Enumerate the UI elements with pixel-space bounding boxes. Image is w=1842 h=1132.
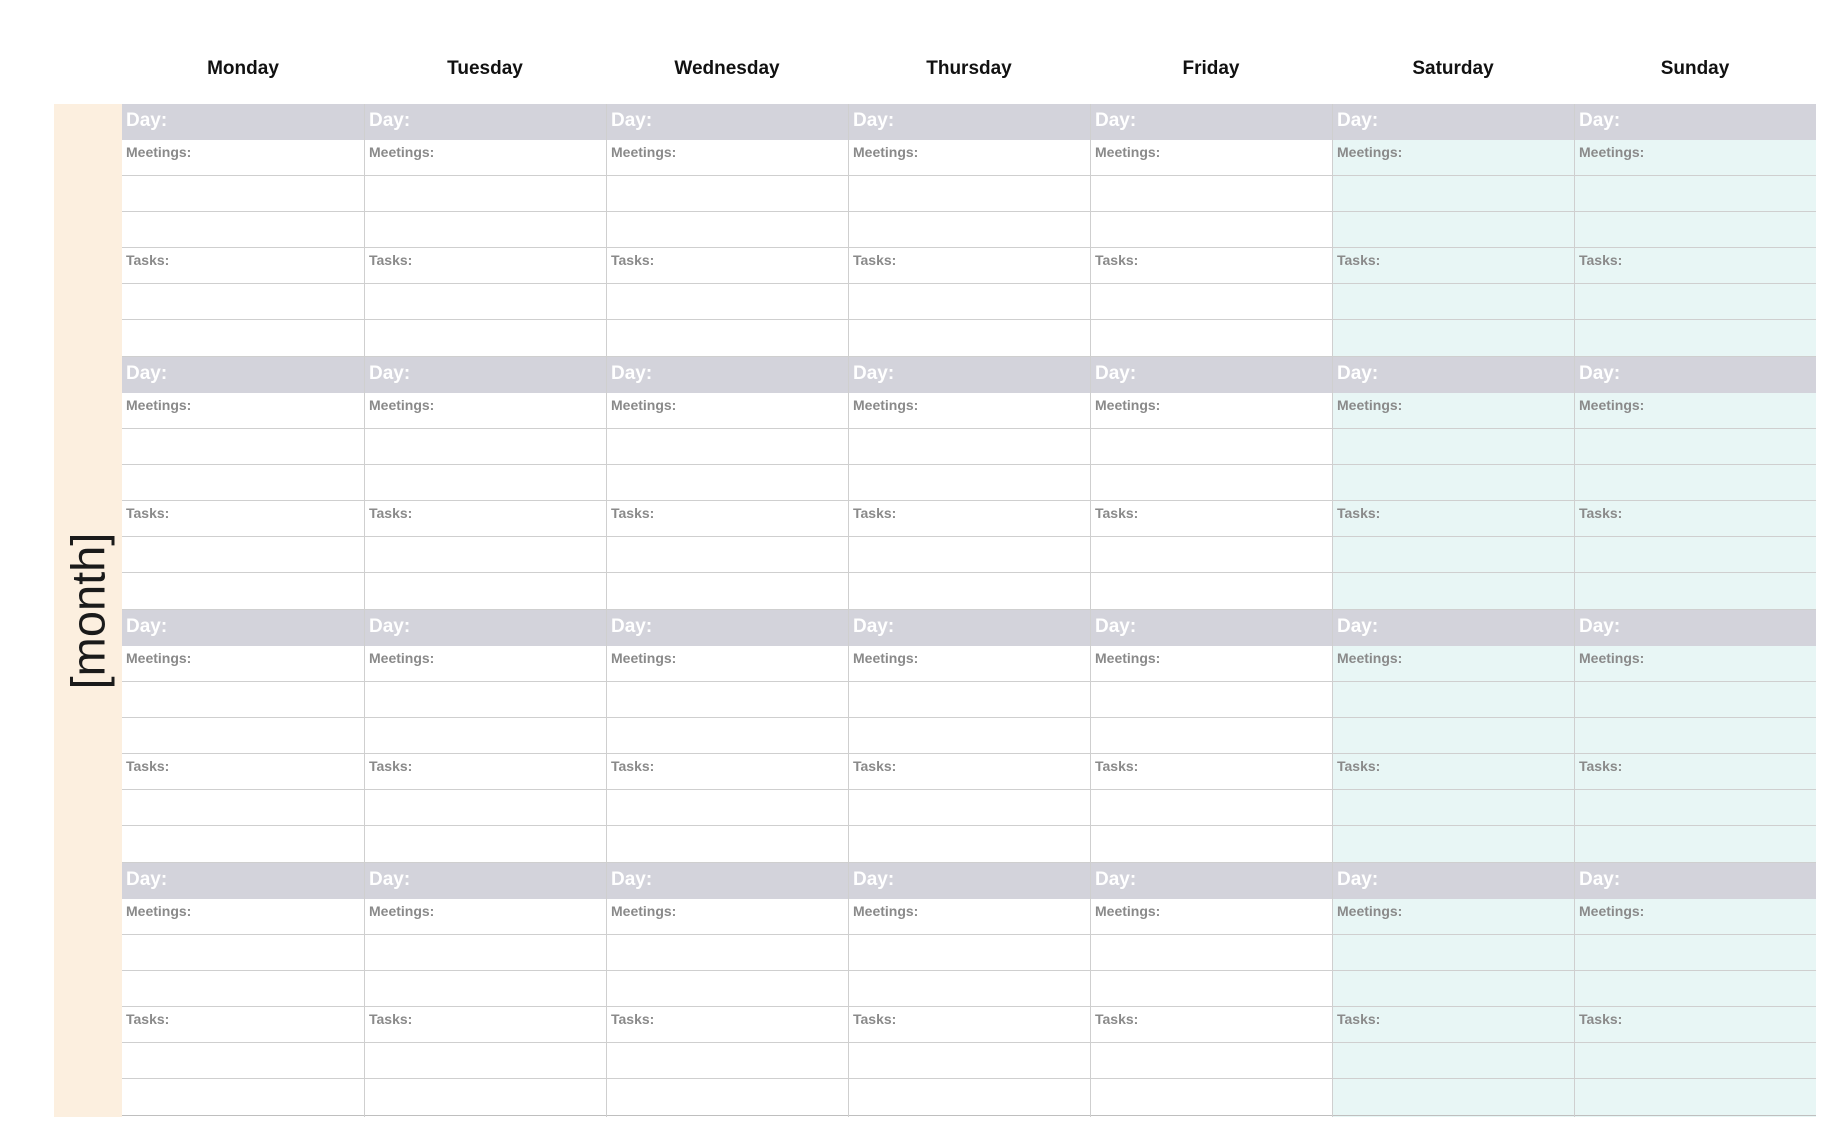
meetings-entry-line[interactable] <box>1333 429 1574 465</box>
meetings-label-line[interactable]: Meetings: <box>1091 393 1332 429</box>
meetings-label-line[interactable]: Meetings: <box>122 899 364 935</box>
meetings-entry-line[interactable] <box>365 682 606 718</box>
tasks-entry-line[interactable] <box>1091 537 1332 573</box>
tasks-label-line[interactable]: Tasks: <box>365 754 606 790</box>
meetings-entry-line[interactable] <box>365 212 606 248</box>
meetings-entry-line[interactable] <box>1333 176 1574 212</box>
meetings-entry-line[interactable] <box>1091 718 1332 754</box>
day-cell-tuesday <box>364 104 606 357</box>
day-cell-sunday <box>1574 104 1816 357</box>
meetings-label-line[interactable]: Meetings: <box>1333 393 1574 429</box>
tasks-label-line[interactable]: Tasks: <box>1333 754 1574 790</box>
day-cell-friday <box>1090 104 1332 357</box>
tasks-entry-line[interactable] <box>607 284 848 320</box>
tasks-entry-line[interactable] <box>1333 790 1574 826</box>
day-number-field[interactable]: Day: <box>1333 610 1574 646</box>
day-cell-wednesday <box>606 610 848 863</box>
tasks-entry-line[interactable] <box>849 1079 1090 1115</box>
meetings-entry-line[interactable] <box>607 718 848 754</box>
tasks-entry-line[interactable] <box>849 1043 1090 1079</box>
meetings-label-line[interactable]: Meetings: <box>1575 899 1816 935</box>
day-cell-sunday <box>1574 357 1816 610</box>
day-cell-saturday <box>1332 610 1574 863</box>
meetings-entry-line[interactable] <box>1575 718 1816 754</box>
tasks-label-line[interactable]: Tasks: <box>122 1007 364 1043</box>
day-number-field[interactable]: Day: <box>1091 104 1332 140</box>
tasks-entry-line[interactable] <box>122 573 364 609</box>
tasks-entry-line[interactable] <box>365 826 606 862</box>
tasks-entry-line[interactable] <box>849 826 1090 862</box>
meetings-entry-line[interactable] <box>607 682 848 718</box>
meetings-entry-line[interactable] <box>122 935 364 971</box>
tasks-label-line[interactable]: Tasks: <box>1333 248 1574 284</box>
tasks-label-line[interactable]: Tasks: <box>607 248 848 284</box>
meetings-entry-line[interactable] <box>849 682 1090 718</box>
tasks-label-line[interactable]: Tasks: <box>607 754 848 790</box>
tasks-entry-line[interactable] <box>1575 1043 1816 1079</box>
meetings-entry-line[interactable] <box>1575 971 1816 1007</box>
tasks-entry-line[interactable] <box>849 284 1090 320</box>
meetings-label-line[interactable]: Meetings: <box>122 393 364 429</box>
meetings-entry-line[interactable] <box>849 935 1090 971</box>
day-number-field[interactable]: Day: <box>1091 610 1332 646</box>
tasks-entry-line[interactable] <box>365 790 606 826</box>
day-cell-sunday <box>1574 863 1816 1117</box>
weekday-header-friday: Friday <box>1182 58 1240 79</box>
tasks-entry-line[interactable] <box>607 320 848 356</box>
tasks-entry-line[interactable] <box>1333 826 1574 862</box>
day-cell-friday <box>1090 863 1332 1117</box>
meetings-entry-line[interactable] <box>1091 176 1332 212</box>
tasks-label-line[interactable]: Tasks: <box>849 248 1090 284</box>
meetings-entry-line[interactable] <box>122 176 364 212</box>
day-number-field[interactable]: Day: <box>607 104 848 140</box>
meetings-label-line[interactable]: Meetings: <box>1333 140 1574 176</box>
tasks-entry-line[interactable] <box>122 284 364 320</box>
tasks-entry-line[interactable] <box>365 320 606 356</box>
tasks-entry-line[interactable] <box>607 1043 848 1079</box>
day-number-field[interactable]: Day: <box>849 357 1090 393</box>
day-number-field[interactable]: Day: <box>1575 104 1816 140</box>
meetings-entry-line[interactable] <box>122 212 364 248</box>
meetings-entry-line[interactable] <box>1575 212 1816 248</box>
meetings-label-line[interactable]: Meetings: <box>365 899 606 935</box>
meetings-entry-line[interactable] <box>365 935 606 971</box>
tasks-entry-line[interactable] <box>122 537 364 573</box>
tasks-entry-line[interactable] <box>1333 1043 1574 1079</box>
day-number-field[interactable]: Day: <box>849 610 1090 646</box>
meetings-entry-line[interactable] <box>365 465 606 501</box>
day-number-field[interactable]: Day: <box>1333 863 1574 899</box>
day-cell-wednesday <box>606 863 848 1117</box>
day-cell-thursday <box>848 104 1090 357</box>
tasks-entry-line[interactable] <box>1333 1079 1574 1115</box>
meetings-entry-line[interactable] <box>365 718 606 754</box>
meetings-label-line[interactable]: Meetings: <box>1333 899 1574 935</box>
meetings-entry-line[interactable] <box>365 176 606 212</box>
month-label[interactable]: [month] <box>61 532 115 689</box>
day-number-field[interactable]: Day: <box>607 357 848 393</box>
tasks-entry-line[interactable] <box>1575 790 1816 826</box>
meetings-entry-line[interactable] <box>1333 212 1574 248</box>
meetings-entry-line[interactable] <box>122 971 364 1007</box>
day-number-field[interactable]: Day: <box>607 863 848 899</box>
tasks-entry-line[interactable] <box>1575 284 1816 320</box>
tasks-label-line[interactable]: Tasks: <box>1575 1007 1816 1043</box>
day-cell-tuesday <box>364 863 606 1117</box>
day-number-field[interactable]: Day: <box>607 610 848 646</box>
tasks-label-line[interactable]: Tasks: <box>1575 501 1816 537</box>
weekday-header-wednesday: Wednesday <box>674 58 780 79</box>
tasks-label-line[interactable]: Tasks: <box>1333 501 1574 537</box>
meetings-label-line[interactable]: Meetings: <box>607 393 848 429</box>
meetings-label-line[interactable]: Meetings: <box>122 646 364 682</box>
tasks-label-line[interactable]: Tasks: <box>1333 1007 1574 1043</box>
day-cell-tuesday <box>364 610 606 863</box>
meetings-entry-line[interactable] <box>607 212 848 248</box>
day-cell-saturday <box>1332 104 1574 357</box>
tasks-entry-line[interactable] <box>1575 1079 1816 1115</box>
tasks-entry-line[interactable] <box>1091 1043 1332 1079</box>
day-cell-tuesday <box>364 357 606 610</box>
tasks-label-line[interactable]: Tasks: <box>1575 248 1816 284</box>
meetings-label-line[interactable]: Meetings: <box>607 140 848 176</box>
tasks-entry-line[interactable] <box>1091 573 1332 609</box>
day-number-field[interactable]: Day: <box>1575 357 1816 393</box>
day-cell-saturday <box>1332 357 1574 610</box>
meetings-entry-line[interactable] <box>849 971 1090 1007</box>
meetings-label-line[interactable]: Meetings: <box>607 899 848 935</box>
tasks-entry-line[interactable] <box>1091 284 1332 320</box>
meetings-entry-line[interactable] <box>122 429 364 465</box>
tasks-entry-line[interactable] <box>849 320 1090 356</box>
meetings-label-line[interactable]: Meetings: <box>1333 646 1574 682</box>
meetings-entry-line[interactable] <box>1091 212 1332 248</box>
day-cell-monday <box>122 863 364 1117</box>
day-number-field[interactable]: Day: <box>122 863 364 899</box>
tasks-entry-line[interactable] <box>607 826 848 862</box>
tasks-label-line[interactable]: Tasks: <box>849 754 1090 790</box>
week-row <box>122 357 1816 610</box>
day-cell-friday <box>1090 610 1332 863</box>
tasks-label-line[interactable]: Tasks: <box>1575 754 1816 790</box>
day-number-field[interactable]: Day: <box>365 104 606 140</box>
day-cell-wednesday <box>606 357 848 610</box>
meetings-label-line[interactable]: Meetings: <box>849 140 1090 176</box>
tasks-entry-line[interactable] <box>1575 826 1816 862</box>
meetings-entry-line[interactable] <box>1091 465 1332 501</box>
tasks-label-line[interactable]: Tasks: <box>607 501 848 537</box>
tasks-entry-line[interactable] <box>1333 537 1574 573</box>
week-row <box>122 104 1816 357</box>
day-cell-monday <box>122 104 364 357</box>
tasks-label-line[interactable]: Tasks: <box>849 501 1090 537</box>
weekday-header-tuesday: Tuesday <box>447 58 523 79</box>
weekday-header-row <box>122 52 1816 86</box>
tasks-entry-line[interactable] <box>607 1079 848 1115</box>
day-number-field[interactable]: Day: <box>122 104 364 140</box>
meetings-label-line[interactable]: Meetings: <box>849 646 1090 682</box>
meetings-entry-line[interactable] <box>607 971 848 1007</box>
meetings-label-line[interactable]: Meetings: <box>365 140 606 176</box>
meetings-entry-line[interactable] <box>1333 971 1574 1007</box>
tasks-entry-line[interactable] <box>1333 320 1574 356</box>
tasks-label-line[interactable]: Tasks: <box>365 501 606 537</box>
day-cell-sunday <box>1574 610 1816 863</box>
tasks-label-line[interactable]: Tasks: <box>365 1007 606 1043</box>
meetings-entry-line[interactable] <box>1091 935 1332 971</box>
meetings-entry-line[interactable] <box>849 212 1090 248</box>
meetings-entry-line[interactable] <box>849 429 1090 465</box>
tasks-entry-line[interactable] <box>607 537 848 573</box>
meetings-label-line[interactable]: Meetings: <box>1091 646 1332 682</box>
weekday-header-monday: Monday <box>207 58 279 79</box>
planner-grid <box>122 104 1816 1117</box>
day-cell-wednesday <box>606 104 848 357</box>
meetings-entry-line[interactable] <box>1333 935 1574 971</box>
tasks-entry-line[interactable] <box>1333 284 1574 320</box>
meetings-entry-line[interactable] <box>1091 971 1332 1007</box>
tasks-entry-line[interactable] <box>122 790 364 826</box>
tasks-entry-line[interactable] <box>1333 573 1574 609</box>
tasks-entry-line[interactable] <box>122 1043 364 1079</box>
meetings-entry-line[interactable] <box>849 465 1090 501</box>
meetings-entry-line[interactable] <box>1333 682 1574 718</box>
meetings-label-line[interactable]: Meetings: <box>1575 140 1816 176</box>
tasks-entry-line[interactable] <box>1575 320 1816 356</box>
meetings-entry-line[interactable] <box>1575 682 1816 718</box>
tasks-entry-line[interactable] <box>365 573 606 609</box>
tasks-entry-line[interactable] <box>1575 573 1816 609</box>
day-number-field[interactable]: Day: <box>122 610 364 646</box>
meetings-entry-line[interactable] <box>849 176 1090 212</box>
weekday-header-sunday: Sunday <box>1660 58 1730 79</box>
tasks-entry-line[interactable] <box>607 573 848 609</box>
meetings-entry-line[interactable] <box>122 682 364 718</box>
tasks-label-line[interactable]: Tasks: <box>122 501 364 537</box>
meetings-entry-line[interactable] <box>849 718 1090 754</box>
meetings-entry-line[interactable] <box>365 971 606 1007</box>
day-number-field[interactable]: Day: <box>1333 357 1574 393</box>
meetings-entry-line[interactable] <box>607 176 848 212</box>
meetings-entry-line[interactable] <box>1091 429 1332 465</box>
meetings-entry-line[interactable] <box>365 429 606 465</box>
day-number-field[interactable]: Day: <box>1575 863 1816 899</box>
meetings-label-line[interactable]: Meetings: <box>122 140 364 176</box>
day-cell-thursday <box>848 357 1090 610</box>
meetings-label-line[interactable]: Meetings: <box>849 899 1090 935</box>
tasks-entry-line[interactable] <box>1091 320 1332 356</box>
week-row <box>122 863 1816 1117</box>
day-cell-saturday <box>1332 863 1574 1117</box>
tasks-entry-line[interactable] <box>607 790 848 826</box>
day-number-field[interactable]: Day: <box>1575 610 1816 646</box>
day-number-field[interactable]: Day: <box>122 357 364 393</box>
tasks-label-line[interactable]: Tasks: <box>1091 248 1332 284</box>
meetings-entry-line[interactable] <box>1575 465 1816 501</box>
meetings-label-line[interactable]: Meetings: <box>607 646 848 682</box>
tasks-entry-line[interactable] <box>1091 1079 1332 1115</box>
month-band <box>54 104 122 1117</box>
tasks-entry-line[interactable] <box>849 790 1090 826</box>
day-number-field[interactable]: Day: <box>365 357 606 393</box>
day-number-field[interactable]: Day: <box>1333 104 1574 140</box>
meetings-entry-line[interactable] <box>122 718 364 754</box>
tasks-entry-line[interactable] <box>365 537 606 573</box>
tasks-entry-line[interactable] <box>365 1043 606 1079</box>
day-number-field[interactable]: Day: <box>849 863 1090 899</box>
tasks-entry-line[interactable] <box>365 284 606 320</box>
tasks-entry-line[interactable] <box>1091 826 1332 862</box>
tasks-entry-line[interactable] <box>1575 537 1816 573</box>
meetings-label-line[interactable]: Meetings: <box>1575 393 1816 429</box>
tasks-entry-line[interactable] <box>122 826 364 862</box>
day-number-field[interactable]: Day: <box>849 104 1090 140</box>
tasks-label-line[interactable]: Tasks: <box>1091 754 1332 790</box>
meetings-entry-line[interactable] <box>1575 935 1816 971</box>
meetings-entry-line[interactable] <box>607 429 848 465</box>
day-number-field[interactable]: Day: <box>1091 863 1332 899</box>
day-number-field[interactable]: Day: <box>365 610 606 646</box>
tasks-label-line[interactable]: Tasks: <box>122 754 364 790</box>
meetings-entry-line[interactable] <box>1091 682 1332 718</box>
meetings-entry-line[interactable] <box>1333 465 1574 501</box>
day-cell-thursday <box>848 863 1090 1117</box>
day-cell-monday <box>122 357 364 610</box>
tasks-entry-line[interactable] <box>122 1079 364 1115</box>
day-number-field[interactable]: Day: <box>365 863 606 899</box>
meetings-label-line[interactable]: Meetings: <box>1091 899 1332 935</box>
tasks-label-line[interactable]: Tasks: <box>1091 501 1332 537</box>
meetings-entry-line[interactable] <box>1575 429 1816 465</box>
tasks-entry-line[interactable] <box>849 537 1090 573</box>
weekday-header-thursday: Thursday <box>926 58 1012 79</box>
meetings-label-line[interactable]: Meetings: <box>365 393 606 429</box>
meetings-label-line[interactable]: Meetings: <box>1575 646 1816 682</box>
meetings-entry-line[interactable] <box>1333 718 1574 754</box>
meetings-label-line[interactable]: Meetings: <box>1091 140 1332 176</box>
day-cell-thursday <box>848 610 1090 863</box>
day-cell-friday <box>1090 357 1332 610</box>
day-number-field[interactable]: Day: <box>1091 357 1332 393</box>
tasks-entry-line[interactable] <box>122 320 364 356</box>
tasks-label-line[interactable]: Tasks: <box>365 248 606 284</box>
meetings-entry-line[interactable] <box>607 935 848 971</box>
meetings-entry-line[interactable] <box>122 465 364 501</box>
meetings-entry-line[interactable] <box>1575 176 1816 212</box>
day-cell-monday <box>122 610 364 863</box>
meetings-label-line[interactable]: Meetings: <box>365 646 606 682</box>
tasks-entry-line[interactable] <box>1091 790 1332 826</box>
meetings-entry-line[interactable] <box>607 465 848 501</box>
tasks-label-line[interactable]: Tasks: <box>849 1007 1090 1043</box>
meetings-label-line[interactable]: Meetings: <box>849 393 1090 429</box>
tasks-label-line[interactable]: Tasks: <box>1091 1007 1332 1043</box>
week-row <box>122 610 1816 863</box>
weekday-header-saturday: Saturday <box>1412 58 1494 79</box>
tasks-entry-line[interactable] <box>365 1079 606 1115</box>
tasks-label-line[interactable]: Tasks: <box>122 248 364 284</box>
tasks-entry-line[interactable] <box>849 573 1090 609</box>
tasks-label-line[interactable]: Tasks: <box>607 1007 848 1043</box>
